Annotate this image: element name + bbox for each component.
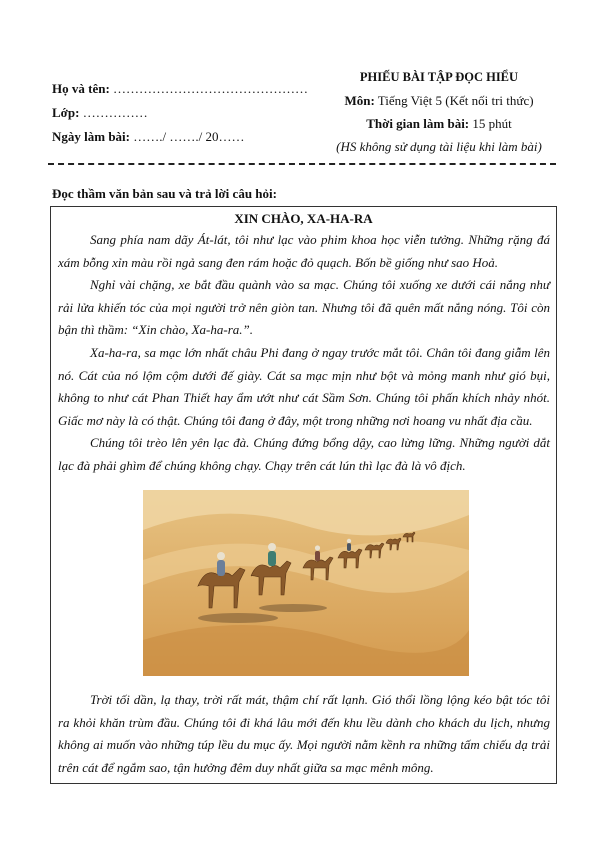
paragraph: Xa-ha-ra, sa mạc lớn nhất châu Phi đang ở ngay trước mắt tôi. Chân tôi đang giẫm lên nó. Cát của nó lộm cộm dưới đế giày. Cát sa mạc mịn như bột và mỏng manh như gió bụi, không to như cát Phan Thiết hay ẩm ướt như cát Sầm Sơn. Chúng tôi phấn khích nhảy nhót. Giấc mơ này là có thật. Chúng tôi đang ở đây, một trong những nơi hoang vu nhất địa cầu.	[58, 344, 550, 428]
class-blank: ……………	[79, 105, 148, 120]
passage-box	[50, 206, 557, 784]
time-label: Thời gian làm bài:	[366, 116, 470, 131]
paragraph: Trời tối dần, lạ thay, trời rất mát, thậm chí rất lạnh. Gió thổi lồng lộng kéo bật tóc tôi ra khỏi khăn trùm đầu. Chúng tôi đi khá lâu mới đến khu lều dành cho khách du lịch, nhưng không ai muốn vào những túp lều du mục ấy. Mọi người nằm kềnh ra những tấm chiếu dạ trải trên cát để ngắm sao, tận hưởng đêm duy nhất giữa sa mạc mênh mông.	[58, 692, 550, 775]
passage-text-before-image	[58, 229, 550, 478]
name-label: Họ và tên:	[52, 81, 110, 96]
class-line	[52, 105, 322, 129]
dashed-divider	[48, 163, 556, 165]
sheet-title: PHIẾU BÀI TẬP ĐỌC HIỂU	[359, 70, 519, 84]
instruction: Đọc thầm văn bản sau và trả lời câu hỏi:	[52, 186, 277, 201]
passage-title: XIN CHÀO, XA-HA-RA	[234, 211, 373, 226]
name-blank: ………………………………………	[109, 81, 309, 96]
date-line	[52, 129, 322, 153]
subject-line	[318, 93, 560, 116]
subject-value: Tiếng Việt 5 (Kết nối tri thức)	[374, 93, 534, 108]
time-value: 15 phút	[469, 116, 512, 131]
paragraph: Sang phía nam dãy Át-lát, tôi như lạc vào phim khoa học viễn tưởng. Những rặng đá xám bỗng xỉn màu rồi ngả sang đen rám hoặc đỏ quạch. Bốn bề giống như sao Hoả.	[58, 232, 550, 270]
date-blank: ……./ ……./ 20……	[130, 129, 245, 144]
paragraph: Nghỉ vài chặng, xe bắt đầu quành vào sa mạc. Chúng tôi xuống xe dưới cái nắng như rải lửa khiến tóc của mọi người trở nên giòn tan. Nhưng tôi đã quên mất nắng nóng. Tôi còn bận thì thầm: “Xin chào, Xa-ha-ra.”.	[58, 277, 550, 338]
class-label: Lớp:	[52, 105, 80, 120]
passage-text-after-image	[58, 689, 550, 779]
name-line	[52, 81, 322, 105]
date-label: Ngày làm bài:	[52, 129, 130, 144]
no-materials-note: (HS không sử dụng tài liệu khi làm bài)	[336, 139, 542, 154]
student-info	[52, 81, 322, 153]
paragraph: Chúng tôi trèo lên yên lạc đà. Chúng đứng bổng dậy, cao lừng lững. Những người dắt lạc đà phải ghìm để chúng không chạy. Chạy trên cát lún thì lạc đà là vô địch.	[58, 435, 550, 473]
sheet-info	[318, 70, 560, 162]
camel-caravan-illustration	[143, 490, 469, 676]
subject-label: Môn:	[344, 93, 375, 108]
time-line	[318, 116, 560, 139]
